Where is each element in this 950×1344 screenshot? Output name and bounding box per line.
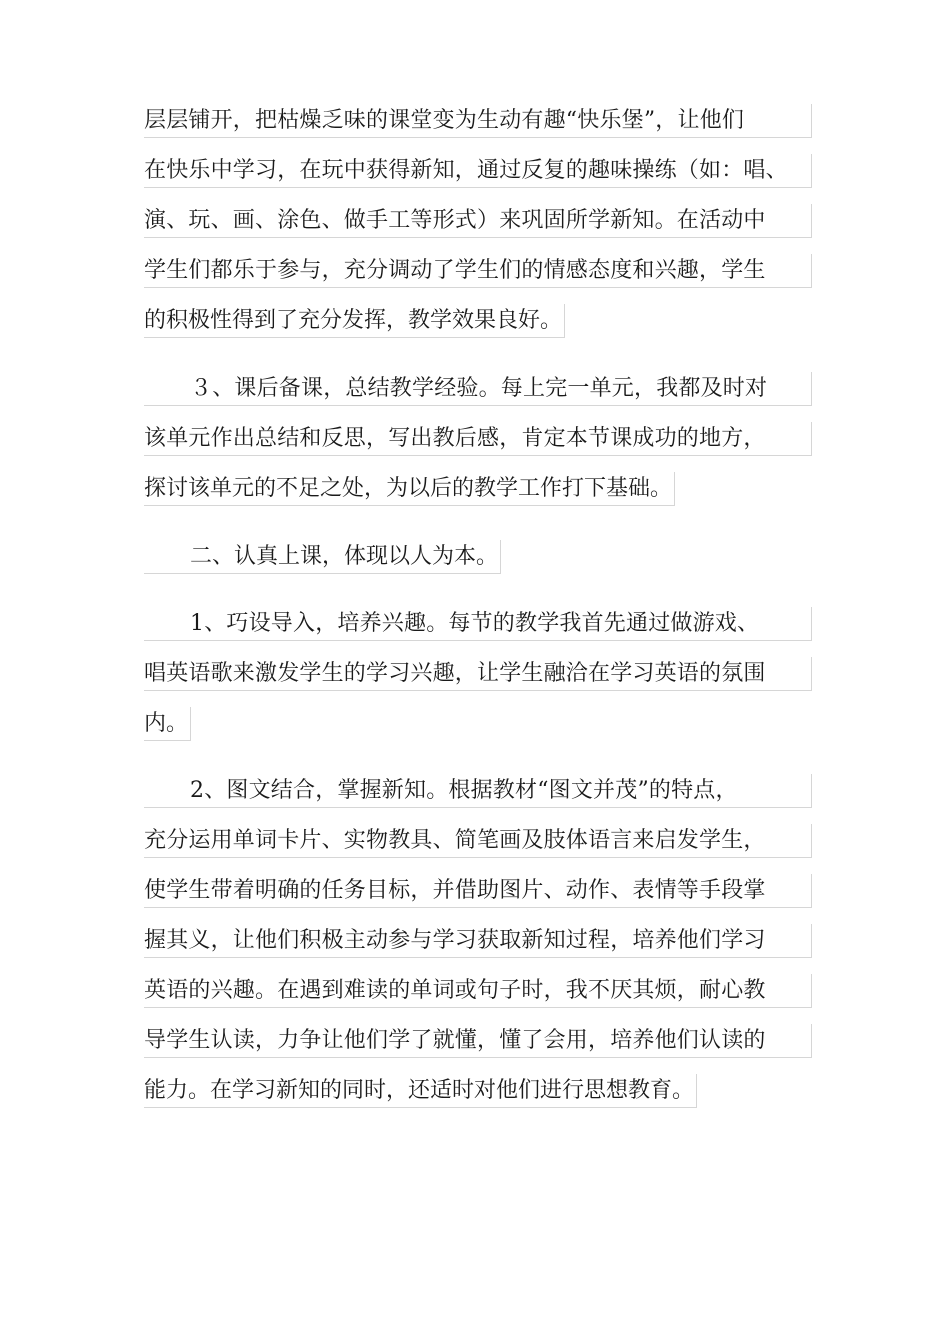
paragraph-4-line-1: 2、图文结合，掌握新知。根据教材“图文并茂”的特点， bbox=[144, 774, 812, 808]
paragraph-3-line-2: 唱英语歌来激发学生的学习兴趣，让学生融洽在学习英语的氛围 bbox=[144, 657, 812, 691]
paragraph-4-line-3: 使学生带着明确的任务目标，并借助图片、动作、表情等手段掌 bbox=[144, 874, 812, 908]
paragraph-1-line-4: 学生们都乐于参与，充分调动了学生们的情感态度和兴趣，学生 bbox=[144, 254, 812, 288]
section-heading: 二、认真上课，体现以人为本。 bbox=[144, 540, 501, 574]
paragraph-2-line-1: ３、课后备课，总结教学经验。每上完一单元，我都及时对 bbox=[144, 372, 812, 406]
paragraph-1-line-1: 层层铺开，把枯燥乏味的课堂变为生动有趣“快乐堡”，让他们 bbox=[144, 104, 812, 138]
paragraph-4-line-6: 导学生认读，力争让他们学了就懂，懂了会用，培养他们认读的 bbox=[144, 1024, 812, 1058]
paragraph-2-line-3: 探讨该单元的不足之处，为以后的教学工作打下基础。 bbox=[144, 472, 675, 506]
paragraph-4-line-5: 英语的兴趣。在遇到难读的单词或句子时，我不厌其烦，耐心教 bbox=[144, 974, 812, 1008]
paragraph-4-line-7: 能力。在学习新知的同时，还适时对他们进行思想教育。 bbox=[144, 1074, 697, 1108]
paragraph-1-line-5: 的积极性得到了充分发挥，教学效果良好。 bbox=[144, 304, 565, 338]
paragraph-3-line-1: 1、巧设导入，培养兴趣。每节的教学我首先通过做游戏、 bbox=[144, 607, 812, 641]
paragraph-4-line-2: 充分运用单词卡片、实物教具、简笔画及肢体语言来启发学生， bbox=[144, 824, 812, 858]
paragraph-3-line-3: 内。 bbox=[144, 707, 191, 741]
paragraph-1-line-3: 演、玩、画、涂色、做手工等形式）来巩固所学新知。在活动中 bbox=[144, 204, 812, 238]
paragraph-4-line-4: 握其义，让他们积极主动参与学习获取新知过程，培养他们学习 bbox=[144, 924, 812, 958]
paragraph-1-line-2: 在快乐中学习，在玩中获得新知，通过反复的趣味操练（如：唱、 bbox=[144, 154, 812, 188]
paragraph-2-line-2: 该单元作出总结和反思，写出教后感，肯定本节课成功的地方， bbox=[144, 422, 812, 456]
